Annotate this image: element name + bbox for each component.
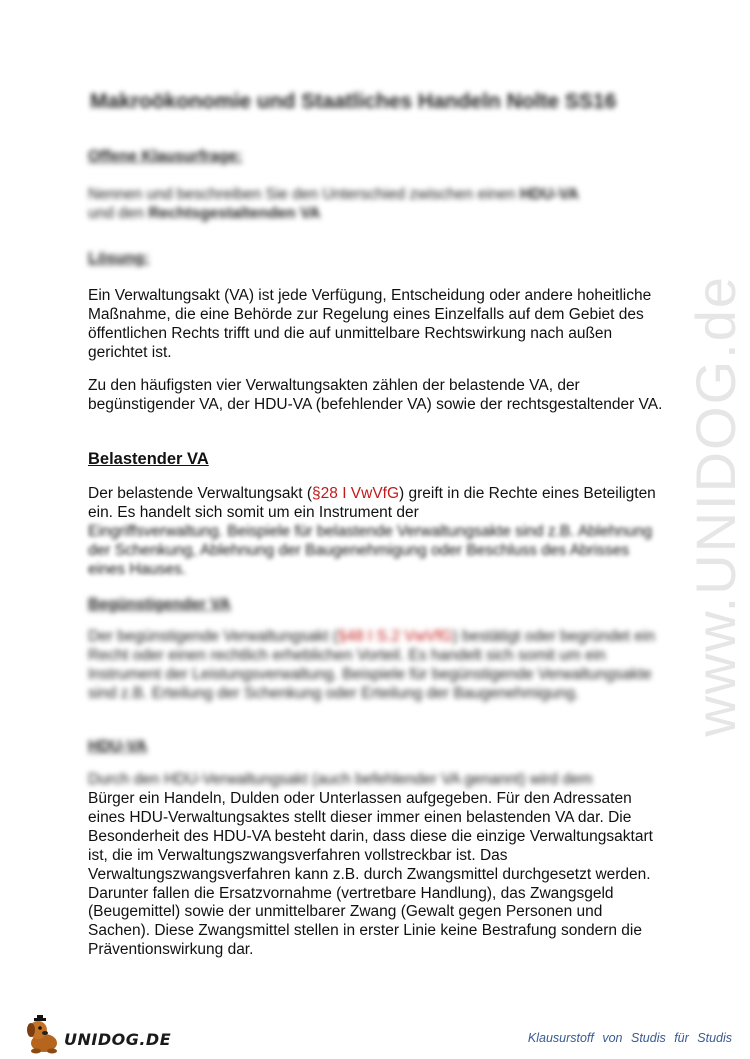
document-title: Makroökonomie und Staatliches Handeln Nolte SS16 bbox=[90, 90, 617, 113]
paragraph-beguenstigend bbox=[88, 628, 666, 704]
paragraph-belastend bbox=[88, 485, 666, 523]
footer-tagline: Klausurstoff von Studis für Studis bbox=[527, 1031, 732, 1045]
paragraph-hdu: Bürger ein Handeln, Dulden oder Unterlassen aufgegeben. Für den Adressaten eines HDU-Verwaltungsaktes stellt dieser immer einen belastenden VA dar. Die Besonderheit des HDU-VA besteht darin, dass diese die einzige Verwaltungsaktart ist, die im Verwaltungszwangsverfahren vollstreckbar ist. Das Verwaltungszwangsverfahren kann z.B. durch Zwangsmittel durchgesetzt werden. Darunter fallen die Ersatzvornahme (vertretbare Handlung), das Zwangsgeld (Beugemittel) sowie der unmittelbarer Zwang (Gewalt gegen Personen und Sachen). Diese Zwangsmittel stellen in erster Linie keine Bestrafung sondern die Präventionswirkung dar. bbox=[88, 790, 653, 959]
section-heading-beguenstigend: Begünstigender VA bbox=[88, 596, 231, 613]
solution-heading: Lösung: bbox=[88, 250, 150, 267]
paragraph-types: Zu den häufigsten vier Verwaltungsakten zählen der belastende VA, der begünstigender VA, der HDU-VA (befehlender VA) sowie der rechtsgestaltender VA. bbox=[88, 377, 663, 413]
belastend-text-a: Der belastende Verwaltungsakt ( bbox=[88, 485, 313, 502]
section-heading-belastend: Belastender VA bbox=[88, 450, 209, 468]
paragraph-belastend-blurred: Eingriffsverwaltung. Beispiele für belastende Verwaltungsakte sind z.B. Ablehnung der Schenkung, Ablehnung der Baugenehmigung oder Beschluss des Abrisses eines Hauses. bbox=[88, 523, 653, 578]
logo-text: UNIDOG.DE bbox=[64, 1030, 172, 1049]
paragraph-definition: Ein Verwaltungsakt (VA) ist jede Verfügung, Entscheidung oder andere hoheitliche Maßnahme, die eine Behörde zur Regelung eines Einzelfalls auf dem Gebiet des öffentlichen Rechts trifft und die auf unmittelbare Rechtswirkung nach außen gerichtet ist. bbox=[88, 287, 652, 361]
paragraph-hdu-blurred: Durch den HDU-Verwaltungsakt (auch befehlender VA genannt) wird dem bbox=[88, 771, 593, 788]
question-bold-1: HDU-VA bbox=[519, 186, 579, 203]
watermark-text: www.UNIDOG.de bbox=[684, 275, 747, 737]
beguenstigend-text-b: ) bestätigt oder begründet ein Recht oder einen rechtlich erheblichen Vorteil. Es handelt sich somit um ein Instrument der Leistungsverwaltung. Beispiele für begünstigende Verwaltungsakte sind z.B. Erteilung der Schenkung oder Erteilung der Baugenehmigung. bbox=[88, 628, 655, 702]
belastend-text-b: ) greift in die Rechte eines Beteiligten ein. Es handelt sich somit um ein Instrument der bbox=[88, 485, 656, 521]
question-text-part-2: und den bbox=[88, 204, 149, 222]
dog-mascot-icon bbox=[22, 1013, 66, 1057]
question-heading: Offene Klausurfrage: bbox=[88, 148, 243, 165]
question-bold-2: Rechtsgestaltenden VA bbox=[148, 204, 321, 222]
question-text bbox=[88, 186, 666, 224]
law-reference-beguenstigend: §48 I S.2 VwVfG bbox=[337, 628, 453, 645]
law-reference-belastend: §28 I VwVfG bbox=[312, 485, 400, 502]
question-text-part-1: Nennen und beschreiben Sie den Unterschied zwischen einen bbox=[88, 186, 520, 203]
unidog-logo[interactable] bbox=[22, 1013, 172, 1057]
beguenstigend-text-a: Der begünstigende Verwaltungsakt ( bbox=[88, 628, 338, 645]
section-heading-hdu: HDU-VA bbox=[88, 738, 148, 755]
